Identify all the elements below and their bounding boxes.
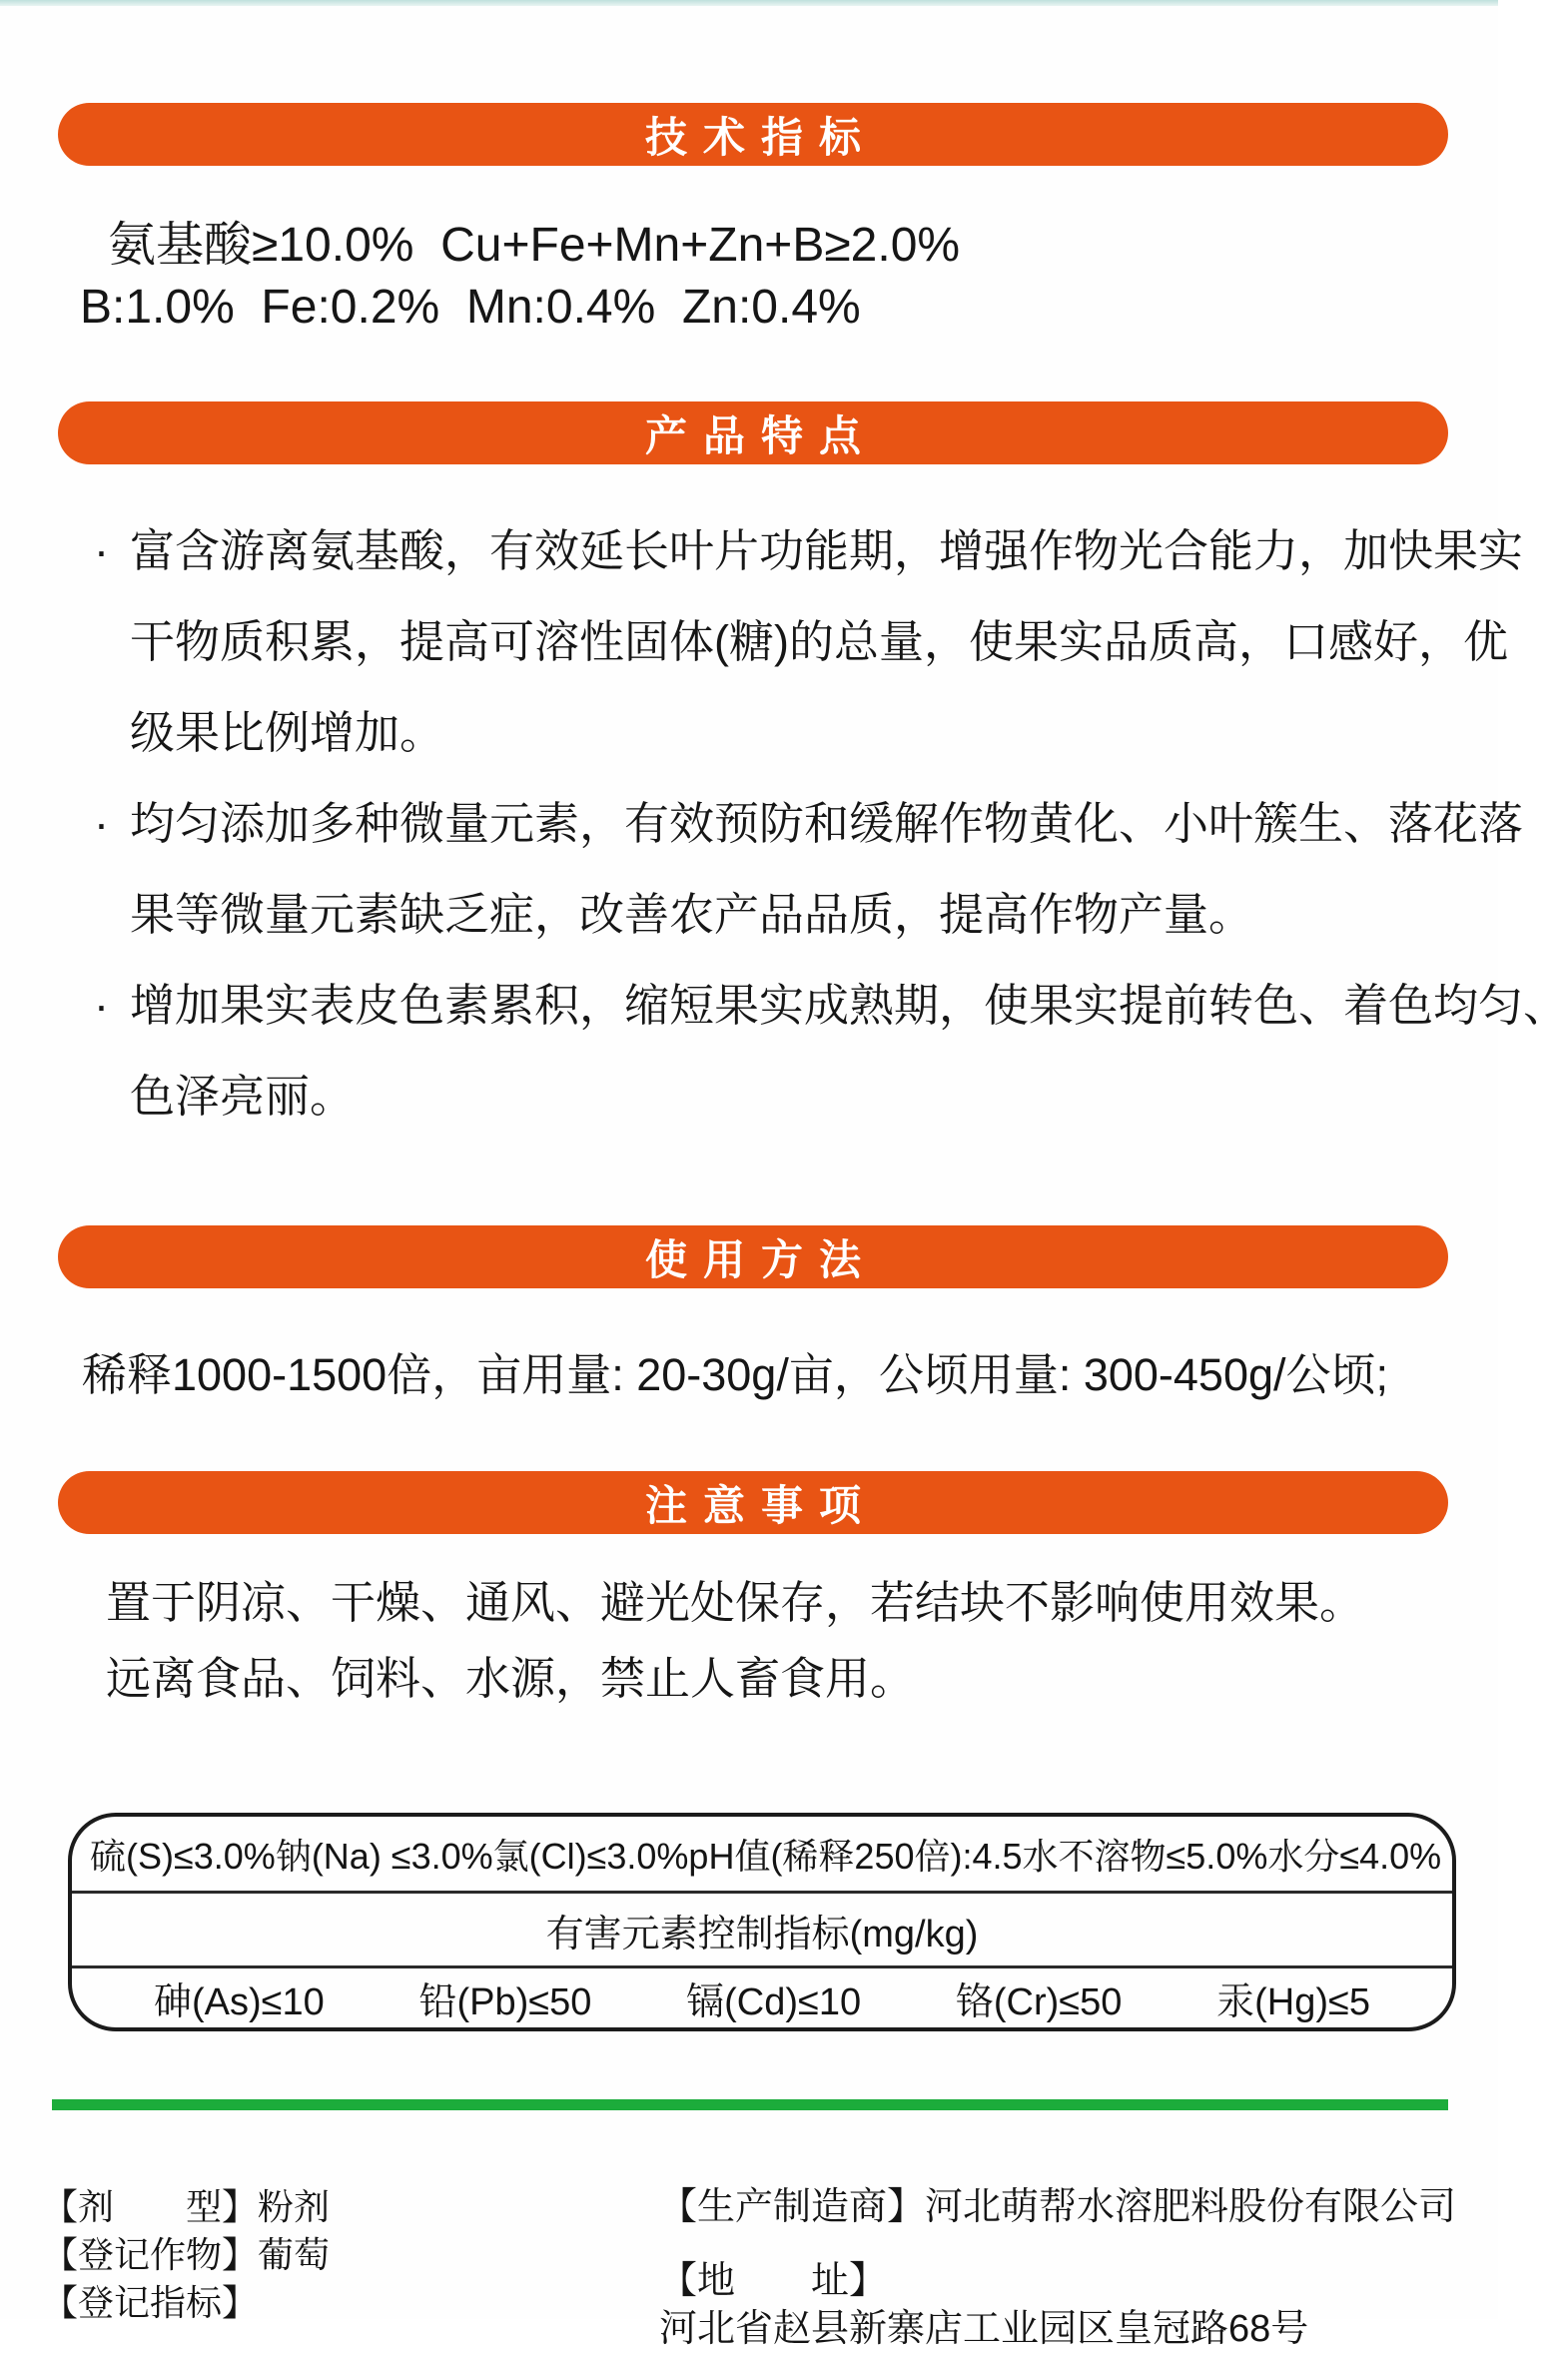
footer-right-column: [659, 2183, 1478, 2353]
field-value: 葡萄: [258, 2234, 331, 2275]
spec-cell-cadmium: 镉(Cd)≤10: [686, 1980, 862, 2023]
spec-cell-insoluble: 水不溶物≤5.0%: [1022, 1835, 1268, 1877]
tech-spec-line-2: B:1.0% Fe:0.2% Mn:0.4% Zn:0.4%: [80, 281, 861, 334]
field-label: 【地 址】: [659, 2260, 888, 2302]
spec-cell-ph: pH值(稀释250倍):4.5: [688, 1835, 1023, 1877]
spec-cell-lead: 铅(Pb)≤50: [418, 1980, 592, 2023]
field-registered-crop: [42, 2231, 330, 2279]
harmful-elements-header: 有害元素控制指标(mg/kg): [545, 1913, 979, 1956]
feature-line: 干物质积累，提高可溶性固体(糖)的总量，使果实品质高，口感好，优: [130, 616, 1508, 667]
section-title-precautions: 注意事项: [644, 1481, 877, 1529]
spec-row-heavy-metals: [72, 1965, 1452, 2026]
spec-row-harmful-header: [72, 1891, 1452, 1965]
section-header-technical-specs: [58, 103, 1448, 166]
field-manufacturer: [659, 2183, 1478, 2231]
feature-item-3: [68, 960, 1568, 1142]
feature-line: 富含游离氨基酸，有效延长叶片功能期，增强作物光合能力，加快果实: [130, 525, 1524, 576]
spec-table: [68, 1813, 1456, 2031]
field-registration-index: [42, 2279, 330, 2327]
feature-list: [68, 505, 1568, 1142]
spec-cell-moisture: 水分≤4.0%: [1267, 1835, 1442, 1877]
section-header-product-features: [58, 401, 1448, 464]
bullet-marker: ·: [94, 980, 109, 1031]
spec-cell-sodium: 钠(Na) ≤3.0%: [275, 1835, 493, 1877]
spec-cell-sulfur: 硫(S)≤3.0%: [90, 1835, 276, 1877]
bullet-marker: ·: [94, 525, 109, 576]
field-value: 粉剂: [258, 2186, 331, 2227]
feature-item-2: [68, 778, 1524, 960]
spec-cell-chromium: 铬(Cr)≤50: [955, 1980, 1123, 2023]
section-header-precautions: [58, 1471, 1448, 1534]
feature-line: 增加果实表皮色素累积，缩短果实成熟期，使果实提前转色、着色均匀、: [130, 980, 1568, 1031]
bullet-marker: ·: [94, 798, 109, 849]
feature-line: 果等微量元素缺乏症，改善农产品品质，提高作物产量。: [130, 889, 1254, 940]
spec-cell-mercury: 汞(Hg)≤5: [1216, 1980, 1370, 2023]
field-dosage-form: [42, 2183, 330, 2231]
feature-line: 均匀添加多种微量元素，有效预防和缓解作物黄化、小叶簇生、落花落: [130, 798, 1524, 849]
field-label: 【登记指标】: [42, 2282, 259, 2323]
footer-left-column: [42, 2183, 330, 2327]
field-address: [659, 2257, 1478, 2353]
section-title-technical-specs: 技术指标: [644, 113, 877, 161]
section-title-product-features: 产品特点: [644, 411, 877, 459]
spec-row-limits: [72, 1817, 1452, 1891]
field-label: 【生产制造商】: [659, 2186, 926, 2228]
top-divider-strip: [0, 0, 1498, 6]
green-divider-line: [52, 2099, 1448, 2110]
feature-line: 色泽亮丽。: [130, 1071, 356, 1122]
usage-instructions-text: 稀释1000-1500倍，亩用量: 20-30g/亩，公顷用量: 300-450g/公顷;: [82, 1349, 1389, 1400]
field-value: 河北萌帮水溶肥料股份有限公司: [925, 2186, 1457, 2228]
spec-cell-chlorine: 氯(Cl)≤3.0%: [492, 1835, 689, 1877]
section-title-usage-method: 使用方法: [644, 1235, 877, 1283]
precaution-line-1: 置于阴凉、干燥、通风、避光处保存，若结块不影响使用效果。: [106, 1577, 1365, 1628]
feature-line: 级果比例增加。: [130, 707, 445, 758]
tech-spec-line-1: 氨基酸≥10.0% Cu+Fe+Mn+Zn+B≥2.0%: [108, 219, 961, 272]
section-header-usage-method: [58, 1225, 1448, 1288]
feature-item-1: [68, 505, 1524, 778]
field-value: 河北省赵县新寨店工业园区皇冠路68号: [659, 2308, 1309, 2350]
field-label: 【剂 型】: [42, 2186, 259, 2227]
spec-cell-arsenic: 砷(As)≤10: [154, 1980, 325, 2023]
field-label: 【登记作物】: [42, 2234, 259, 2275]
precaution-line-2: 远离食品、饲料、水源，禁止人畜食用。: [106, 1653, 916, 1704]
precautions-text: [106, 1565, 1464, 1717]
